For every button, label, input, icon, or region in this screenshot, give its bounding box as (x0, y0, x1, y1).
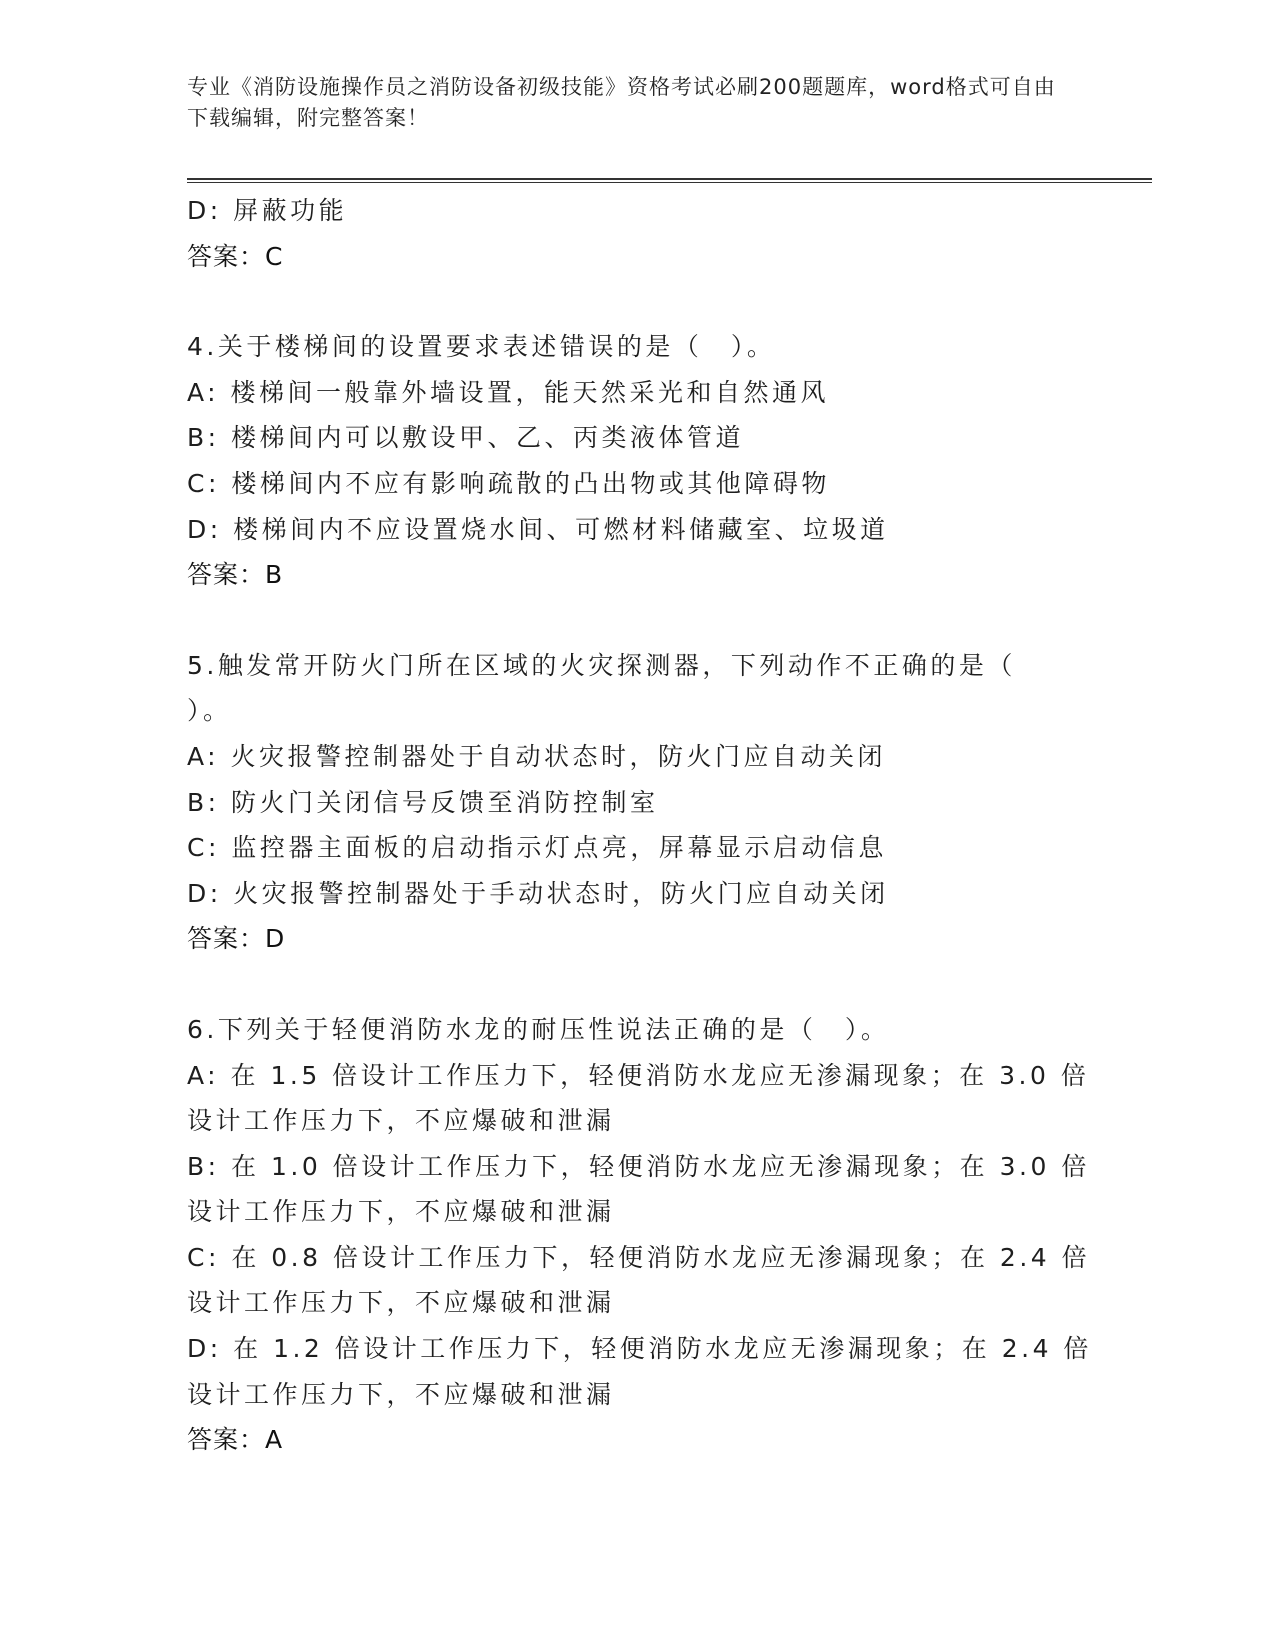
option-line: B: 楼梯间内可以敷设甲、乙、丙类液体管道 (187, 423, 745, 453)
option-line: C: 楼梯间内不应有影响疏散的凸出物或其他障碍物 (187, 468, 830, 498)
header-rule-thick (187, 178, 1152, 180)
option-line: B: 在 1.0 倍设计工作压力下，轻便消防水龙应无渗漏现象；在 3.0 倍 (187, 1151, 1090, 1181)
page-content (187, 188, 1092, 1463)
question-gap (187, 279, 1087, 324)
option-line: D: 屏蔽功能 (187, 196, 348, 225)
page-header: 专业《消防设施操作员之消防设备初级技能》资格考试必刷200题题库，word格式可自由下载编辑，附完整答案！ (187, 75, 1056, 130)
option-line-continued: 设计工作压力下，不应爆破和泄漏 (187, 1379, 615, 1409)
option-line: A: 楼梯间一般靠外墙设置，能天然采光和自然通风 (187, 377, 830, 407)
option-line: D: 火灾报警控制器处于手动状态时，防火门应自动关闭 (187, 878, 889, 908)
question-gap (187, 598, 1087, 643)
answer-line: 答案：B (187, 560, 284, 590)
continued-question (187, 188, 1087, 279)
option-line: A: 在 1.5 倍设计工作压力下，轻便消防水龙应无渗漏现象；在 3.0 倍 (187, 1060, 1090, 1090)
answer-line: 答案：C (187, 241, 284, 271)
option-line-continued: 设计工作压力下，不应爆破和泄漏 (187, 1106, 615, 1136)
option-line-continued: 设计工作压力下，不应爆破和泄漏 (187, 1288, 615, 1318)
option-line: C: 在 0.8 倍设计工作压力下，轻便消防水龙应无渗漏现象；在 2.4 倍 (187, 1242, 1091, 1272)
option-line: D: 楼梯间内不应设置烧水间、可燃材料储藏室、垃圾道 (187, 514, 889, 544)
answer-line: 答案：A (187, 1425, 284, 1455)
option-line: D: 在 1.2 倍设计工作压力下，轻便消防水龙应无渗漏现象；在 2.4 倍 (187, 1334, 1092, 1364)
question-stem: 4.关于楼梯间的设置要求表述错误的是（ ）。 (187, 332, 776, 362)
option-line: B: 防火门关闭信号反馈至消防控制室 (187, 787, 659, 817)
option-line-continued: 设计工作压力下，不应爆破和泄漏 (187, 1197, 615, 1227)
option-line: C: 监控器主面板的启动指示灯点亮，屏幕显示启动信息 (187, 833, 887, 863)
question-5 (187, 643, 1087, 962)
question-gap (187, 962, 1087, 1007)
header-rule-thin (187, 182, 1152, 183)
question-stem: 5.触发常开防火门所在区域的火灾探测器，下列动作不正确的是（ (187, 650, 1016, 680)
answer-line: 答案：D (187, 924, 286, 954)
question-stem: 6.下列关于轻便消防水龙的耐压性说法正确的是（ ）。 (187, 1014, 890, 1044)
question-4 (187, 324, 1087, 598)
question-6 (187, 1007, 1092, 1463)
option-line: A: 火灾报警控制器处于自动状态时，防火门应自动关闭 (187, 741, 887, 771)
question-stem-continued: ）。 (187, 696, 232, 726)
